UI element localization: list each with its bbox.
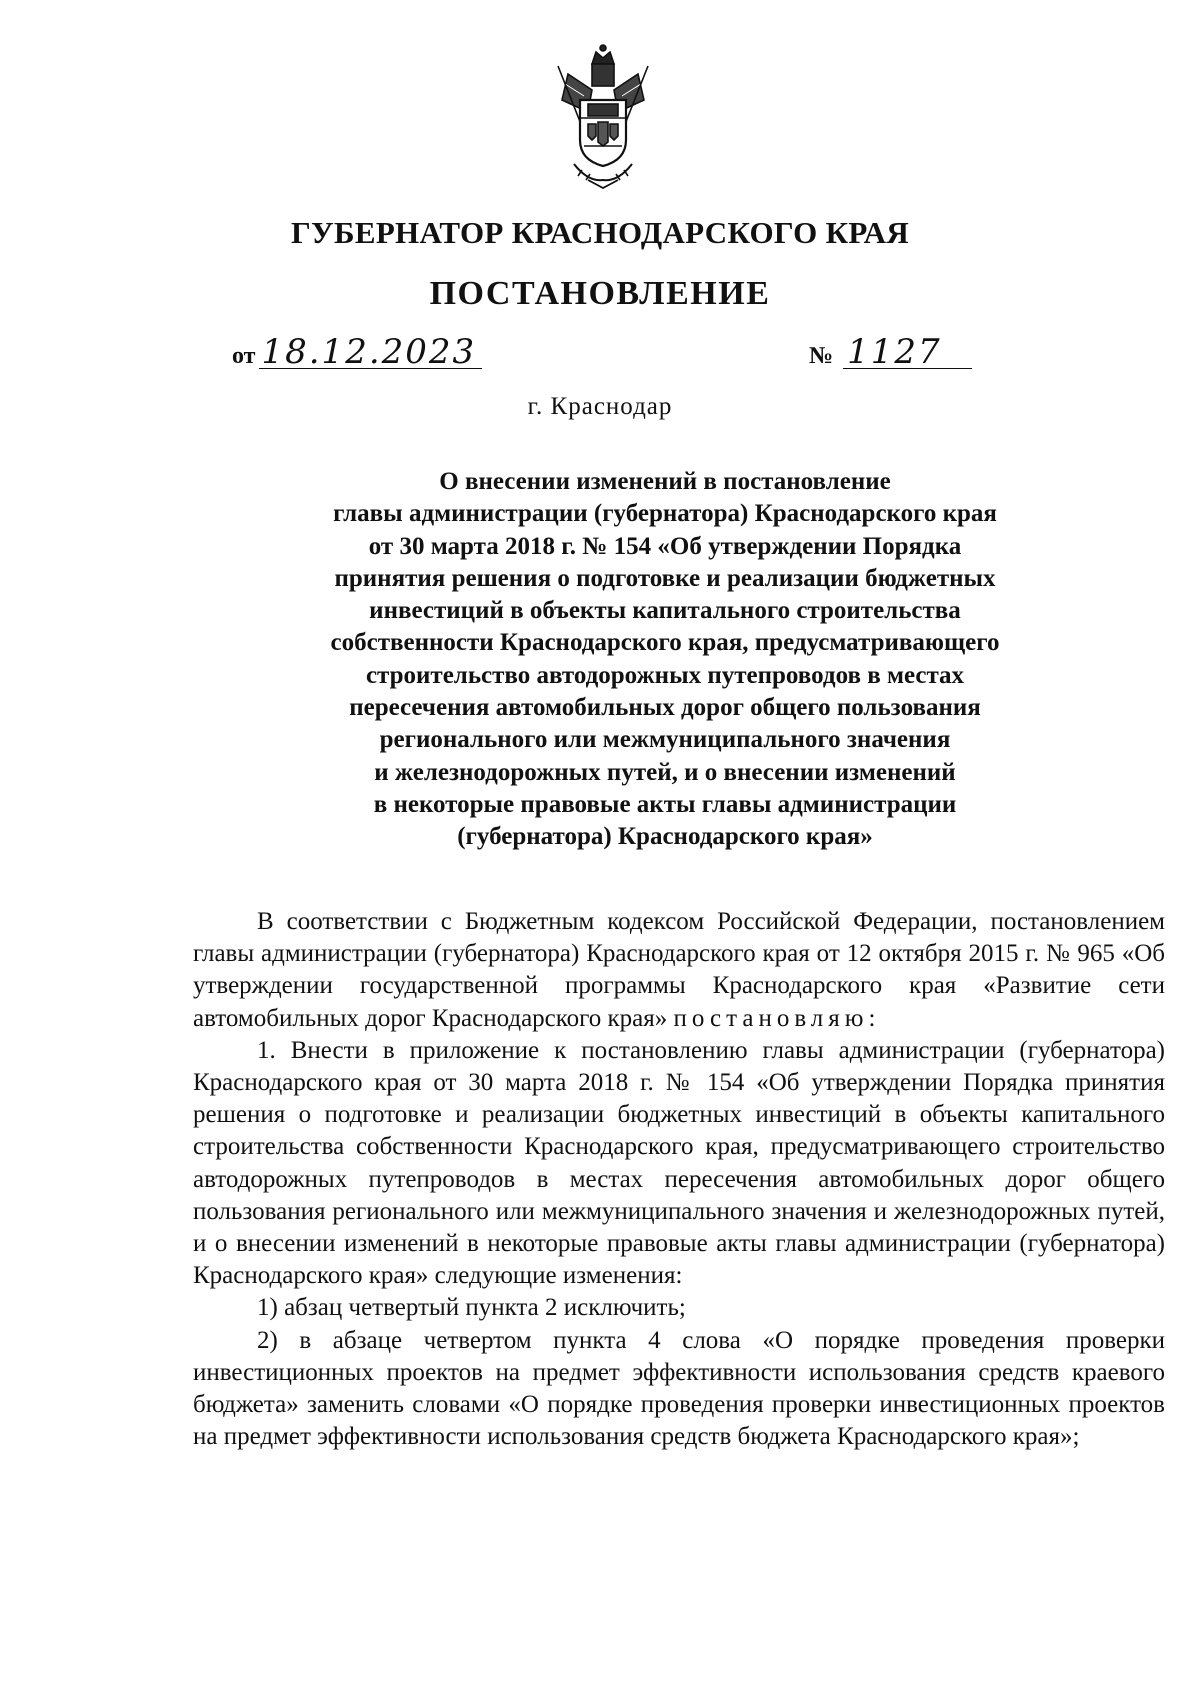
resolve-word: постановляю: [673, 1004, 881, 1032]
title-line: от 30 марта 2018 г. № 154 «Об утверждении Порядка [368, 532, 962, 560]
title-line: и железнодорожных путей, и о внесении изменений [374, 758, 956, 786]
title-line: пересечения автомобильных дорог общего пользования [349, 694, 981, 722]
title-line: регионального или межмуниципального значения [379, 726, 951, 754]
subitem-2-paragraph: 2) в абзаце четвертом пункта 4 слова «О порядке проведения проверки инвестиционных проектов на предмет эффективности использования средств краевого бюджета» заменить словами «О порядке проведения проверки инвестиционных проектов на предмет эффективности использования средств бюджета Краснодарского края»; [193, 1326, 1165, 1451]
document-title [270, 466, 1060, 854]
date-field [232, 332, 482, 372]
title-line: главы администрации (губернатора) Краснодарского края [333, 500, 997, 528]
title-line: (губернатора) Краснодарского края» [457, 823, 873, 851]
title-line: О внесении изменений в постановление [439, 468, 891, 495]
number-prefix: № [809, 343, 834, 369]
city: г. Краснодар [527, 393, 673, 420]
krasnodar-coat-of-arms-icon [548, 42, 658, 192]
title-line: строительство автодорожных путепроводов в местах [365, 661, 965, 689]
preamble-paragraph [193, 906, 1165, 1035]
title-line: в некоторые правовые акты главы администрации [373, 790, 957, 818]
document-body [193, 906, 1165, 1453]
issuing-authority: ГУБЕРНАТОР КРАСНОДАРСКОГО КРАЯ [290, 215, 910, 250]
date-prefix: от [232, 343, 256, 369]
number-field [809, 332, 972, 372]
item-1-paragraph: 1. Внести в приложение к постановлению главы администрации (губернатора) Краснодарского края от 30 марта 2018 г. № 154 «Об утверждении Порядка принятия решения о подготовке и реализации бюджетных инвестиций в объекты капитального строительства собственности Краснодарского края, предусматривающего строительство автодорожных путепроводов в местах пересечения автомобильных дорог общего пользования регионального или межмуниципального значения и железнодорожных путей, и о внесении изменений в некоторые правовые акты главы администрации (губернатора) Краснодарского края» следующие изменения: [193, 1036, 1165, 1290]
preamble-text: В соответствии с Бюджетным кодексом Российской Федерации, постановлением главы администрации (губернатора) Краснодарского края от 12 октября 2015 г. № 965 «Об утверждении государственной программы Краснодарского края «Развитие сети автомобильных дорог Краснодарского края» [193, 908, 1165, 1032]
handwritten-date: 18.12.2023 [259, 336, 482, 369]
handwritten-number: 1127 [843, 336, 972, 369]
title-line: инвестиций в объекты капитального строительства [369, 597, 961, 625]
subitem-1-paragraph: 1) абзац четвертый пункта 2 исключить; [257, 1294, 686, 1322]
document-type: ПОСТАНОВЛЕНИЕ [429, 275, 771, 312]
title-line: собственности Краснодарского края, предусматривающего [330, 629, 1000, 657]
title-line: принятия решения о подготовке и реализации бюджетных [334, 564, 996, 592]
